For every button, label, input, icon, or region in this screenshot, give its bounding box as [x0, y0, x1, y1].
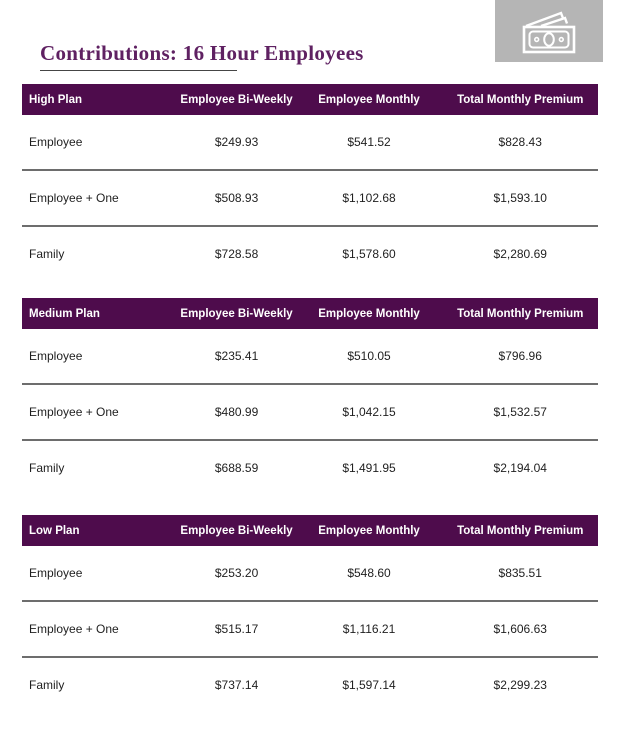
row-value: $796.96: [498, 349, 542, 363]
row-value: $1,597.14: [342, 678, 396, 692]
plan-name-label: High Plan: [29, 93, 83, 106]
column-header: Employee Bi-Weekly: [180, 93, 293, 106]
row-value: $541.52: [347, 135, 391, 149]
column-header: Total Monthly Premium: [457, 524, 584, 537]
plan-header-band: [22, 298, 598, 329]
row-value: $249.93: [214, 135, 259, 149]
plan-name-label: Medium Plan: [29, 307, 100, 320]
plan-header-band: [22, 84, 598, 115]
column-header: Total Monthly Premium: [457, 307, 584, 320]
plan-table: [22, 298, 598, 495]
column-header: Employee Monthly: [318, 93, 420, 106]
money-icon-box: [495, 0, 603, 62]
row-value: $510.05: [347, 349, 391, 363]
row-value: $2,194.04: [493, 461, 547, 475]
column-header: Employee Bi-Weekly: [180, 524, 293, 537]
row-value: $548.60: [347, 566, 391, 580]
row-tier-label: Employee + One: [29, 405, 119, 419]
table-row: [22, 169, 598, 225]
row-tier-label: Employee + One: [29, 622, 119, 636]
row-value: $1,532.57: [493, 405, 547, 419]
money-banknotes-icon: [513, 8, 585, 54]
row-value: $728.58: [214, 247, 259, 261]
row-value: $1,578.60: [342, 247, 396, 261]
row-tier-label: Family: [29, 461, 65, 475]
plan-name-label: Low Plan: [29, 524, 80, 537]
column-header: Total Monthly Premium: [457, 93, 584, 106]
row-value: $1,593.10: [493, 191, 547, 205]
column-header: Employee Monthly: [318, 307, 420, 320]
table-row: [22, 329, 598, 383]
row-value: $480.99: [214, 405, 259, 419]
row-value: $1,491.95: [342, 461, 396, 475]
plan-table: [22, 84, 598, 281]
table-row: [22, 115, 598, 169]
row-value: $508.93: [214, 191, 259, 205]
plan-table: [22, 515, 598, 712]
row-tier-label: Employee: [29, 566, 83, 580]
row-tier-label: Family: [29, 247, 65, 261]
row-value: $1,606.63: [493, 622, 547, 636]
column-header: Employee Monthly: [318, 524, 420, 537]
row-tier-label: Family: [29, 678, 65, 692]
row-value: $737.14: [214, 678, 259, 692]
table-row: [22, 383, 598, 439]
row-value: $2,299.23: [493, 678, 547, 692]
row-value: $1,116.21: [342, 622, 396, 636]
row-tier-label: Employee: [29, 135, 83, 149]
table-row: [22, 546, 598, 600]
row-value: $835.51: [498, 566, 542, 580]
table-row: [22, 600, 598, 656]
column-header: Employee Bi-Weekly: [180, 307, 293, 320]
title-underline: [40, 70, 237, 71]
row-value: $515.17: [214, 622, 259, 636]
table-row: [22, 225, 598, 281]
table-row: [22, 656, 598, 712]
row-tier-label: Employee + One: [29, 191, 119, 205]
row-value: $235.41: [214, 349, 259, 363]
row-value: $828.43: [498, 135, 542, 149]
row-value: $2,280.69: [493, 247, 547, 261]
row-value: $253.20: [214, 566, 259, 580]
title-block: [40, 41, 364, 71]
row-value: $688.59: [214, 461, 259, 475]
row-value: $1,102.68: [342, 191, 396, 205]
page-title: Contributions: 16 Hour Employees: [40, 41, 364, 65]
plan-header-band: [22, 515, 598, 546]
row-value: $1,042.15: [342, 405, 396, 419]
row-tier-label: Employee: [29, 349, 83, 363]
table-row: [22, 439, 598, 495]
